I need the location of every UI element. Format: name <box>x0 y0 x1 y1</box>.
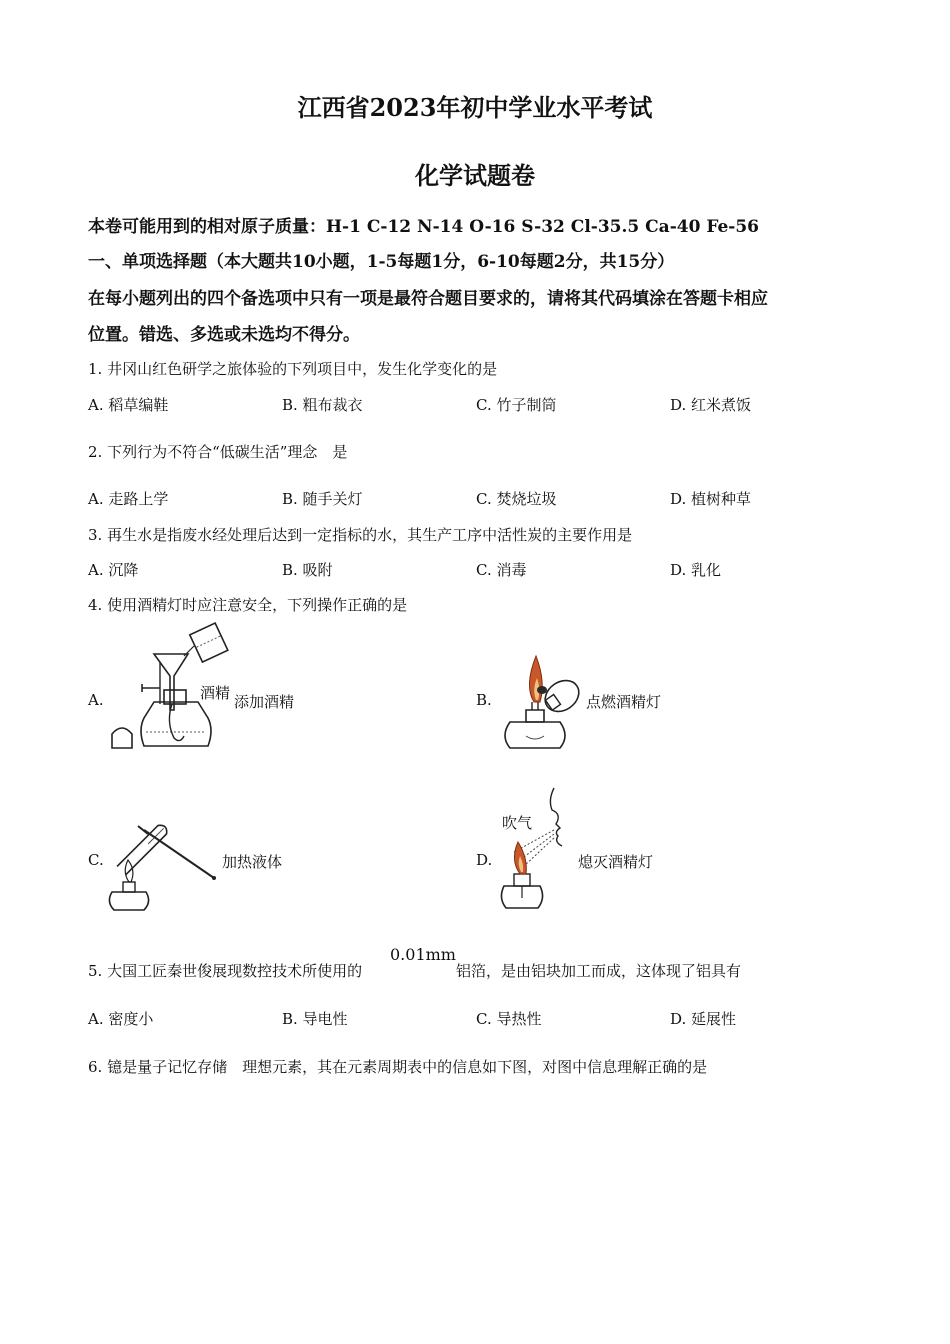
q2-option-a: A. 走路上学 <box>88 490 169 508</box>
question-3-stem: 3. 再生水是指废水经处理后达到一定指标的水，其生产工序中活性炭的主要作用是 <box>88 526 633 544</box>
q5-option-b: B. 导电性 <box>282 1010 348 1028</box>
q4-figure-a-caption: 添加酒精 <box>234 693 295 711</box>
question-5-stem-before: 5. 大国工匠秦世俊展现数控技术所使用的 <box>88 962 363 980</box>
q1-option-a: A. 稻草编鞋 <box>88 396 169 414</box>
q3-option-c: C. 消毒 <box>476 561 527 579</box>
q1-option-c: C. 竹子制筒 <box>476 396 557 414</box>
question-4-stem: 4. 使用酒精灯时应注意安全，下列操作正确的是 <box>88 596 408 614</box>
q3-option-a: A. 沉降 <box>88 561 139 579</box>
question-5-formula: 0.01mm <box>390 945 456 964</box>
instruction-line-1: 在每小题列出的四个备选项中只有一项是最符合题目要求的，请将其代码填涂在答题卡相应 <box>88 289 768 309</box>
q4-figure-c-letter: C. <box>88 851 104 869</box>
q3-option-d: D. 乳化 <box>670 561 722 579</box>
q2-option-c: C. 焚烧垃圾 <box>476 490 557 508</box>
exam-subtitle: 化学试题卷 <box>415 161 535 190</box>
q4-figure-c-caption: 加热液体 <box>222 853 283 871</box>
question-6-stem: 6. 镱是量子记忆存储 理想元素，其在元素周期表中的信息如下图，对图中信息理解正确的是 <box>88 1058 708 1076</box>
q4-figure-d-inner-label: 吹气 <box>502 814 533 832</box>
q2-option-d: D. 植树种草 <box>670 490 752 508</box>
q4-figure-d-letter: D. <box>476 851 493 869</box>
q4-figure-d-caption: 熄灭酒精灯 <box>578 853 654 871</box>
instruction-line-2: 位置。错选、多选或未选均不得分。 <box>88 325 360 345</box>
q4-figure-b-caption: 点燃酒精灯 <box>586 693 662 711</box>
q4-figure-b-letter: B. <box>476 691 492 709</box>
figure-c-heating-liquid-illustration <box>104 808 220 914</box>
q5-option-d: D. 延展性 <box>670 1010 737 1028</box>
q2-option-b: B. 随手关灯 <box>282 490 363 508</box>
exam-title: 江西省2023年初中学业水平考试 <box>297 93 653 122</box>
q5-option-c: C. 导热性 <box>476 1010 542 1028</box>
q4-figure-a-inner-label: 酒精 <box>200 684 231 702</box>
question-2-stem: 2. 下列行为不符合“低碳生活”理念 是 <box>88 443 348 461</box>
question-1-stem: 1. 井冈山红色研学之旅体验的下列项目中，发生化学变化的是 <box>88 360 498 378</box>
question-5-stem-after: 铝箔，是由铝块加工而成，这体现了铝具有 <box>456 962 742 980</box>
q1-option-d: D. 红米煮饭 <box>670 396 752 414</box>
figure-d-blowing-out-lamp-illustration <box>496 780 586 912</box>
figure-b-lighting-lamp-illustration <box>496 652 588 754</box>
atomic-mass-line: 本卷可能用到的相对原子质量：H-1 C-12 N-14 O-16 S-32 Cl-35.5 Ca-40 Fe-56 <box>88 217 760 237</box>
q3-option-b: B. 吸附 <box>282 561 333 579</box>
q1-option-b: B. 粗布裁衣 <box>282 396 363 414</box>
q4-figure-a-letter: A. <box>88 691 104 709</box>
q5-option-a: A. 密度小 <box>88 1010 154 1028</box>
section-heading: 一、单项选择题（本大题共10小题，1-5每题1分，6-10每题2分，共15分） <box>88 252 675 272</box>
